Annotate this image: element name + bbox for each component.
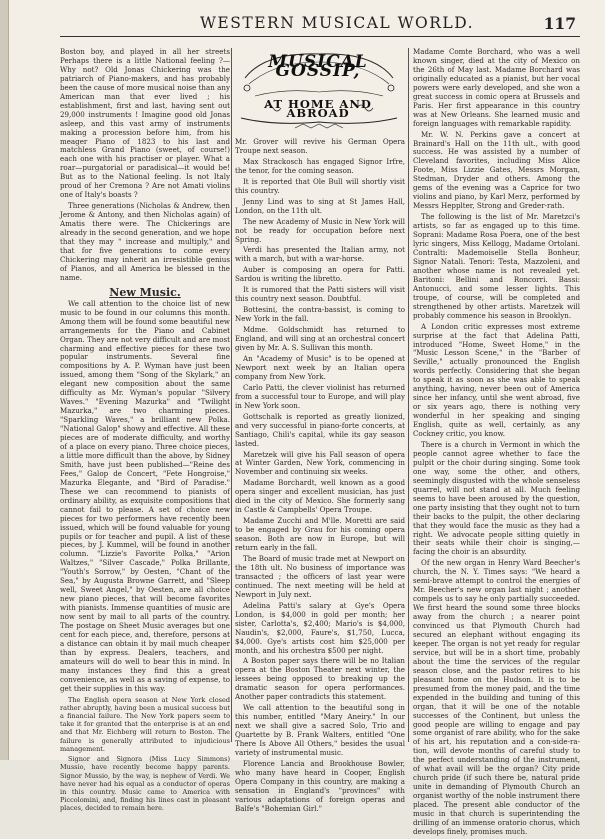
- column-middle: [235, 48, 405, 816]
- page-title: WESTERN MUSICAL WORLD.: [200, 14, 475, 32]
- section-heading-new-music: New Music.: [109, 285, 181, 299]
- news-item: Verdi has presented the Italian army, not with a march, but with a war-horse.: [235, 245, 405, 264]
- news-item: Auber is composing an opera for Patti. Sardou is writing the libretto.: [235, 265, 405, 284]
- news-item: A Boston paper says there will be no Italian opera at the Boston Theater next winter, the lessees being opposed to breaking up the dramatic season for opera performances. Another paper contradicts this statement.: [235, 656, 405, 702]
- column-left: [60, 48, 230, 815]
- column-divider: [408, 48, 409, 742]
- book-gutter: [0, 0, 9, 760]
- news-item: The following is the list of Mr. Maretzci's artists, so far as engaged up to this time. Soprani: Madame Rosa Poera, one of the best lyric singers, Miss Kellogg, Madame Ortolani. Contralti: Mademoiselle Stella Bonheur, Signor Natali. Tenori: Testa, Mazzoleni, and another whose name is not revealed yet. Baritoni: Bellini and Roncorri. Bassi: Antonucci, and some lesser lights. This troupe, of course, will be completed and strengthened by other artists. Maretzek will probably commence his season in Brooklyn.: [413, 212, 580, 320]
- news-item: Max Strackosch has engaged Signor Irfre, the tenor, for the coming season.: [235, 156, 405, 175]
- article-paragraph: Signor and Signora (Miss Lucy Simmons) Mussio, have recently become happy parents. Signor Mussio, by the way, is nephew of Verdi. We have never had his equal as a conductor of operas in this country. Music came to America with Piccolomini, and, finding his lines cast in pleasant places, decided to remain here.: [60, 755, 230, 813]
- news-item: Adelina Patti's salary at Gye's Opera London, is $4,000 in gold per month; her sister, Carlotta's, $2,400; Mario's is $4,000, Naudin's, $2,000, Faure's, $1,750, Lucca, $4,000. Gye's artists cost him $25,000 per month, and his orchestra $500 per night.: [235, 600, 405, 655]
- news-item: It is rumored that the Patti sisters will visit this country next season. Doubtful.: [235, 285, 405, 304]
- news-item: Maretzek will give his Fall season of opera at Winter Garden, New York, commencing in November and continuing six weeks.: [235, 449, 405, 477]
- news-item: Bottesini, the contra-bassist, is coming to New York in the fall.: [235, 305, 405, 324]
- news-items: [413, 48, 580, 837]
- news-item: Carlo Patti, the clever violinist has returned from a successful tour to Europe, and will play in New York soon.: [235, 382, 405, 410]
- article-paragraph: Three generations (Nicholas & Andrew, then Jerome & Antony, and then Nicholas again) of Amatis there were. The Chickerings are already in the second generation, and we hope that they may " increase and multiply," and that for five generations to come every Chickering may inherit an irresistible genius of Pianos, and all America be blessed in the name.: [60, 201, 230, 282]
- page-header: [60, 12, 580, 37]
- article-paragraph: We call attention to the choice list of new music to be found in our columns this month. Among them will be found some beautiful new arrangements for the Piano and Cabinet Organ. They are not very difficult and are most charming and effective pieces for these two popular instruments. Several fine compositions by A. P. Wyman have just been issued, among them "Song of the Skylark," an elegant new composition about the same difficulty as Mr. Wyman's popular "Silvery Waves." "Evening Mazurka" and "Twilight Mazurka," are two charming pieces. "Sparkling Waves," a brilliant new Polka. "National Galop" showy and effective. All these pieces are of moderate difficulty, and worthy of a place on every piano. Three choice pieces, a little more difficult than the above, by Sidney Smith, have just been published—"Reine des Fees," Galop de Concert, "Fete Hongroise," Mazurka Elegante, and "Bird of Paradise." These we can recommend to pianists of ordinary ability, as exquisite compositions that cannot fail to please. A set of choice new pieces for two performers have recently been issued, which will be found valuable for young pupils or for teacher and pupil. A list of these pieces, by J. Kummel, will be found in another column. "Lizzie's Favorite Polka," "Arion Waltzes," "Silver Cascade," Polka Brillante, "Youth's Sorrow," by Oesten, "Chant of the Sea," by Augusta Browne Garrett, and "Sleep well, Sweet Angel," by Oesten, are all choice new piano pieces, that will become favorites with pianists. Immense quantities of music are now sent by mail to all parts of the country. The postage on Sheet Music averages but one cent for each piece, and, therefore, persons at a distance can obtain it by mail much cheaper than by express. Dealers, teachers, and amateurs will do well to bear this in mind. In many instances they find this a great convenience, as well as a saving of expense, to get their supplies in this way.: [60, 298, 230, 693]
- gossip-items: [235, 138, 405, 814]
- banner-title: MUSICAL GOSSIP,: [268, 52, 368, 81]
- news-item: Jenny Lind was to sing at St James Hall, London, on the 11th ult.: [235, 196, 405, 215]
- column-right: [413, 48, 580, 839]
- page-number: 117: [543, 14, 576, 33]
- news-item: Mr. Grover will revive his German Opera Troupe next season.: [235, 137, 405, 155]
- news-item: Mdme. Goldschmidt has returned to England, and will sing at an orchestral concert given by Mr. A. S. Sullivan this month.: [235, 325, 405, 353]
- article-paragraph: Boston boy, and played in all her streets Perhaps there is a little National feeling ?—Why not? Old Jonas Chickering was the patriarch of Piano-makers, and has probably been the cause of more musical noise than any American man that ever lived ; his establishment, first and last, having sent out 29,000 instruments ! Imagine good old Jonas asleep, and this vast army of instruments making a procession before him, from his meager Piano of 1823 to his last and matchless Grand Piano (sweet, of course!) each one with his practiser or player. What a roar—purgatorial or paradisical—it would be! But as to the National feeling. Is not Italy proud of her Cremona ? Are not Amati violins one of Italy's boasts ?: [60, 47, 230, 200]
- news-item: The Board of music trade met at Newport on the 18th ult. No business of importance was transacted ; the officers of last year were continued. The next meeting will be held at Newport in July next.: [235, 553, 405, 599]
- news-item: Madame Zucchi and M'lle. Moretti are said to be engaged by Grau for his coming opera season. Both are now in Europe, but will return early in the fall.: [235, 516, 405, 553]
- news-item: We call attention to the beautiful song in this number, entitled "Mary Aneiry." In our next we shall give a sacred Solo, Trio and Quartette by B. Frank Walters, entitled "One There Is Above All Others," besides the usual variety of instrumental music.: [235, 703, 405, 757]
- banner-subtitle: AT HOME AND ABROAD: [264, 97, 372, 120]
- news-item: A London critic expresses most extreme surprise at the fact that Adelina Patti, introduced "Home, Sweet Home," in the "Music Lesson Scene," in the "Barber of Seville," actually pronounced the English words perfectly. Considering that she began to speak it as soon as she was able to speak anything, having, never been out of America since her infancy, until she went abroad, five or six years ago, there is nothing very wonderful in her speaking and singing English, quite as well, certainly, as any Cockney critic, you know.: [413, 321, 580, 439]
- news-item: There is a church in Vermont in which the people cannot agree whether to face the pulpit or the choir during singing. Some took one way, some the other, and others, seemingly disgusted with the whole senseless quarrel, will not stand at all. Much feeling seems to have been aroused by the question, one party insisting that they ought not to turn their backs to the pulpit, the other declaring that they would face the music as they had a right. We advocate people sitting quietly in their seats while their choir is singing,—facing the choir is an absurdity.: [413, 439, 580, 557]
- news-item: Madame Borchardt, well known as a good opera singer and excellent musician, has just died in the city of Mexico. She formerly sang in Castle & Campbells' Opera Troupe.: [235, 478, 405, 515]
- column-divider: [231, 48, 232, 742]
- news-item: Madame Comte Borchard, who was a well known singer, died at the city of Mexico on the 26th of May last. Madame Borchard was originally educated as a pianist, but her vocal powers were early developed, and she won a great success in comic opera at Brussels and Paris. Her first appearance in this country was at New Orleans. She learned music and foreign languages with remarkable rapidity.: [413, 47, 580, 128]
- news-item: Mr. W. N. Perkins gave a concert at Brainard's Hall on the 11th ult., with good success. He was assisted by a number of Cleveland favorites, including Miss Alice Foote, Miss Lizzie Gates, Messrs Morgan, Stedman, Dryder and others. Among the gems of the evening was a Caprice for two violins and piano, by Karl Merz, performed by Messrs Hepplter, Strong and Greder-rath.: [413, 129, 580, 211]
- musical-gossip-banner: [235, 48, 403, 132]
- article-paragraph: The English opera season at New York closed rather abruptly, having been a musical success but a financial failure. The New York papers seem to take it for granted that the enterprise is at an end and that Mr. Eichberg will return to Boston. The failure is generally attributed to injudicious management.: [60, 695, 230, 753]
- news-item: It is reported that Ole Bull will shortly visit this country.: [235, 176, 405, 195]
- news-item: Of the new organ in Henry Ward Beecher's church, the N. Y. Times says: "We heard a semi-brave attempt to control the energies of Mr. Beecher's new organ last night ; another compels us to say he only partially succeeded. We first heard the sound some three blocks away from the church ; a nearer point convinced us that Plymouth Church had secured an elephant without engaging its keeper. The organ is not yet ready for regular service, but will be in a short time, probably about the time the services of the regular season close, and the pastor retires to his pleasant home on the Hudson. It is to be presumed from the money paid, and the time expended in the building and tuning of this organ, that it will be one of the notable successes of the Continent, but unless the good people are willing to engage and pay some organist of rare ability, who for the sake of his art, his reputation and a con-side-ra-tion, will devote months of careful study to the perfect understanding of the instrument, of what avail will be the organ? City pride church pride (if such there be, natural pride unite in demanding of Plymouth Church an organist worthy of the noble instrument there placed. The present able conductor of the music in that church is superintending the drilling of an immense oratorio chorus, which develops finely, promises much.: [413, 558, 580, 836]
- news-item: Florence Lancia and Brookhouse Bowler, who many have heard in Cooper, English Opera Company in this country, are making a sensation in England's "provinces" with various adaptations of foreign operas and Balfe's "Bohemian Girl.": [235, 758, 405, 813]
- news-item: The new Academy of Music in New York will not be ready for occupation before next Spring.: [235, 216, 405, 244]
- news-item: An "Academy of Music" is to be opened at Newport next week by an Italian opera company from New York.: [235, 353, 405, 381]
- news-item: Gottschalk is reported as greatly lionized, and very successful in piano-forte concerts, at Santiago, Chili's capital, while its gay season lasted.: [235, 411, 405, 448]
